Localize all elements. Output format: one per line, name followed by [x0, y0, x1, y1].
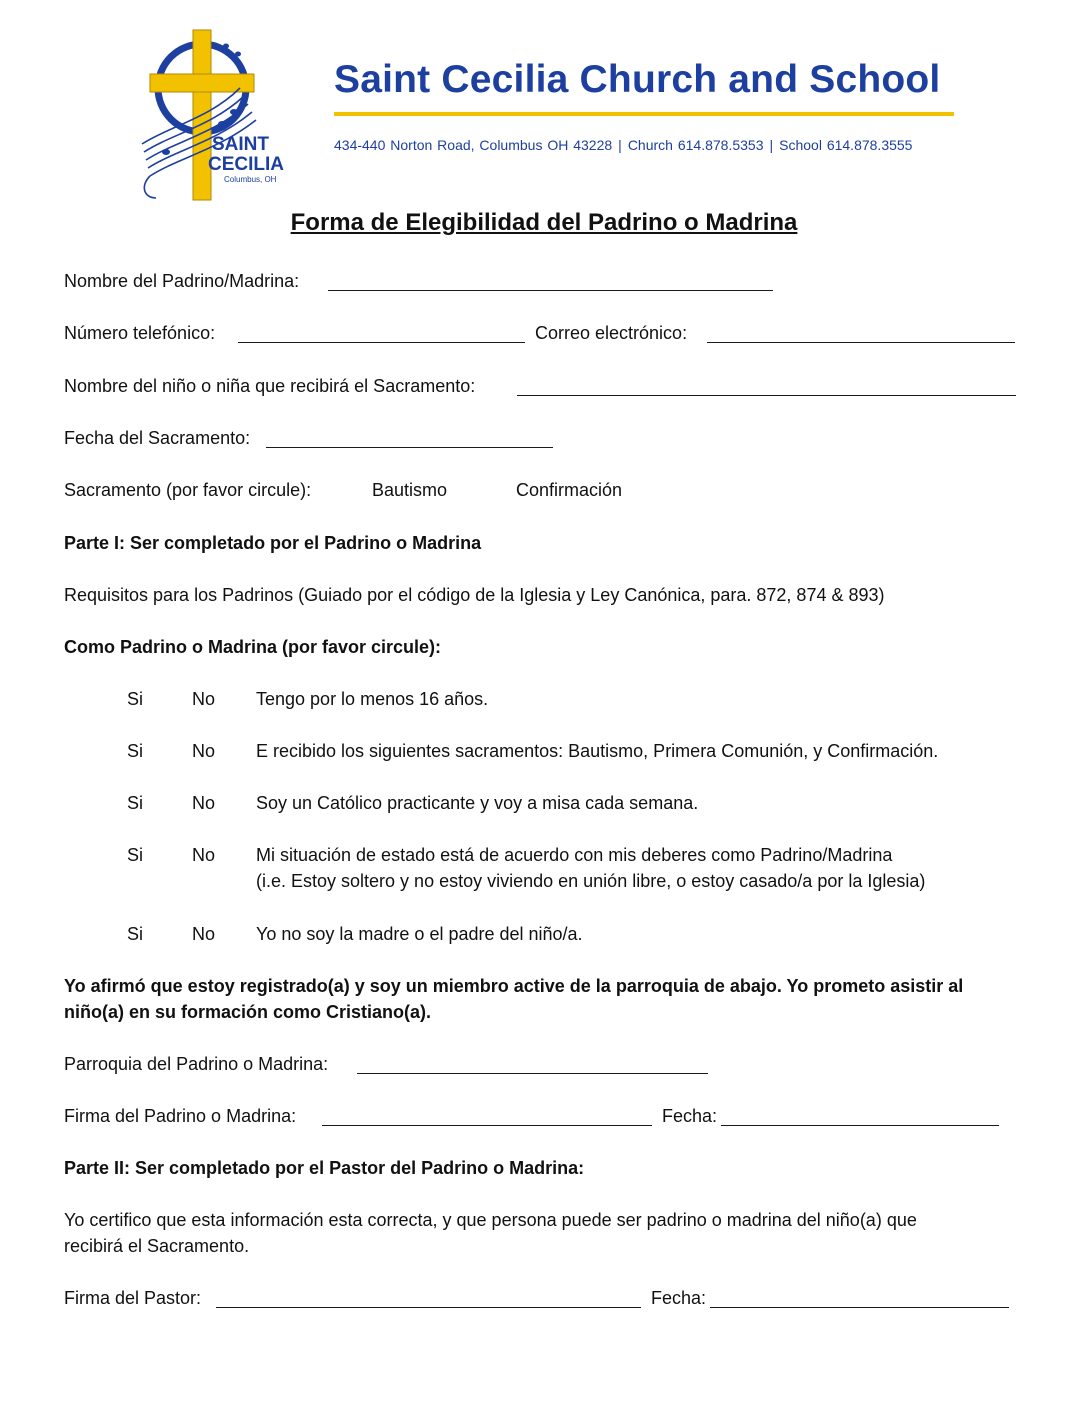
godparent-name-label: Nombre del Padrino/Madrina: [64, 271, 300, 291]
no-option[interactable]: No [192, 741, 216, 761]
parish-field[interactable] [357, 1073, 708, 1074]
requirement-item: Yo no soy la madre o el padre del niño/a. [256, 924, 583, 944]
pastor-signature-label: Firma del Pastor: [64, 1288, 202, 1308]
contact-line [334, 137, 912, 153]
pastor-date-field[interactable] [710, 1307, 1009, 1308]
yes-option[interactable]: Si [127, 793, 144, 813]
yes-option[interactable]: Si [127, 924, 144, 944]
requirement-item: Mi situación de estado está de acuerdo con mis deberes como Padrino/Madrina [256, 845, 893, 865]
saint-cecilia-logo [130, 26, 290, 204]
godparent-signature-label: Firma del Padrino o Madrina: [64, 1106, 297, 1126]
godparent-name-field[interactable] [328, 290, 773, 291]
option-confirmacion[interactable]: Confirmación [516, 480, 623, 500]
child-name-field[interactable] [517, 395, 1016, 396]
phone-field[interactable] [238, 342, 525, 343]
church-phone: Church 614.878.5353 [627, 137, 764, 153]
requirement-item: E recibido los siguientes sacramentos: Bautismo, Primera Comunión, y Confirmación. [256, 741, 939, 761]
godparent-signature-field[interactable] [322, 1125, 652, 1126]
part2-heading: Parte II: Ser completado por el Pastor del Padrino o Madrina: [64, 1158, 585, 1178]
phone-label: Número telefónico: [64, 323, 216, 343]
godparent-date-label: Fecha: [662, 1106, 718, 1126]
school-phone: School 614.878.3555 [779, 137, 913, 153]
yes-option[interactable]: Si [127, 741, 144, 761]
email-label: Correo electrónico: [535, 323, 688, 343]
requirement-item-detail: (i.e. Estoy soltero y no estoy viviendo en unión libre, o estoy casado/a por la Iglesia) [256, 871, 926, 891]
sacrament-circle-label: Sacramento (por favor circule): [64, 480, 312, 500]
affirmation-line1: Yo afirmó que estoy registrado(a) y soy un miembro active de la parroquia de abajo. Yo prometo asistir al [64, 976, 964, 996]
church-name: Saint Cecilia Church and School [334, 58, 941, 101]
parish-label: Parroquia del Padrino o Madrina: [64, 1054, 329, 1074]
part1-heading: Parte I: Ser completado por el Padrino o Madrina [64, 533, 482, 553]
child-name-label: Nombre del niño o niña que recibirá el Sacramento: [64, 376, 476, 396]
yes-option[interactable]: Si [127, 845, 144, 865]
svg-text:SAINT: SAINT [212, 134, 269, 155]
pastor-signature-field[interactable] [216, 1307, 641, 1308]
certify-line1: Yo certifico que esta información esta correcta, y que persona puede ser padrino o madrina del niño(a) que [64, 1210, 917, 1230]
form-title: Forma de Elegibilidad del Padrino o Madrina [290, 209, 798, 236]
no-option[interactable]: No [192, 924, 216, 944]
requirement-item: Soy un Católico practicante y voy a misa cada semana. [256, 793, 699, 813]
email-field[interactable] [707, 342, 1015, 343]
option-bautismo[interactable]: Bautismo [372, 480, 448, 500]
header-divider [334, 112, 954, 116]
yes-option[interactable]: Si [127, 689, 144, 709]
no-option[interactable]: No [192, 845, 216, 865]
svg-text:Columbus, OH: Columbus, OH [224, 175, 277, 184]
sacrament-date-field[interactable] [266, 447, 553, 448]
as-godparent-heading: Como Padrino o Madrina (por favor circule): [64, 637, 442, 657]
sacrament-date-label: Fecha del Sacramento: [64, 428, 251, 448]
pastor-date-label: Fecha: [651, 1288, 707, 1308]
godparent-date-field[interactable] [721, 1125, 999, 1126]
requirements-text: Requisitos para los Padrinos (Guiado por el código de la Iglesia y Ley Canónica, para. 872, 874 & 893) [64, 585, 885, 605]
affirmation-line2: niño(a) en su formación como Cristiano(a). [64, 1002, 432, 1022]
separator: | [769, 137, 774, 153]
address: 434-440 Norton Road, Columbus OH 43228 [334, 137, 613, 153]
requirement-item: Tengo por lo menos 16 años. [256, 689, 489, 709]
no-option[interactable]: No [192, 689, 216, 709]
separator: | [618, 137, 622, 153]
svg-text:CECILIA: CECILIA [208, 154, 284, 175]
certify-line2: recibirá el Sacramento. [64, 1236, 250, 1256]
no-option[interactable]: No [192, 793, 216, 813]
